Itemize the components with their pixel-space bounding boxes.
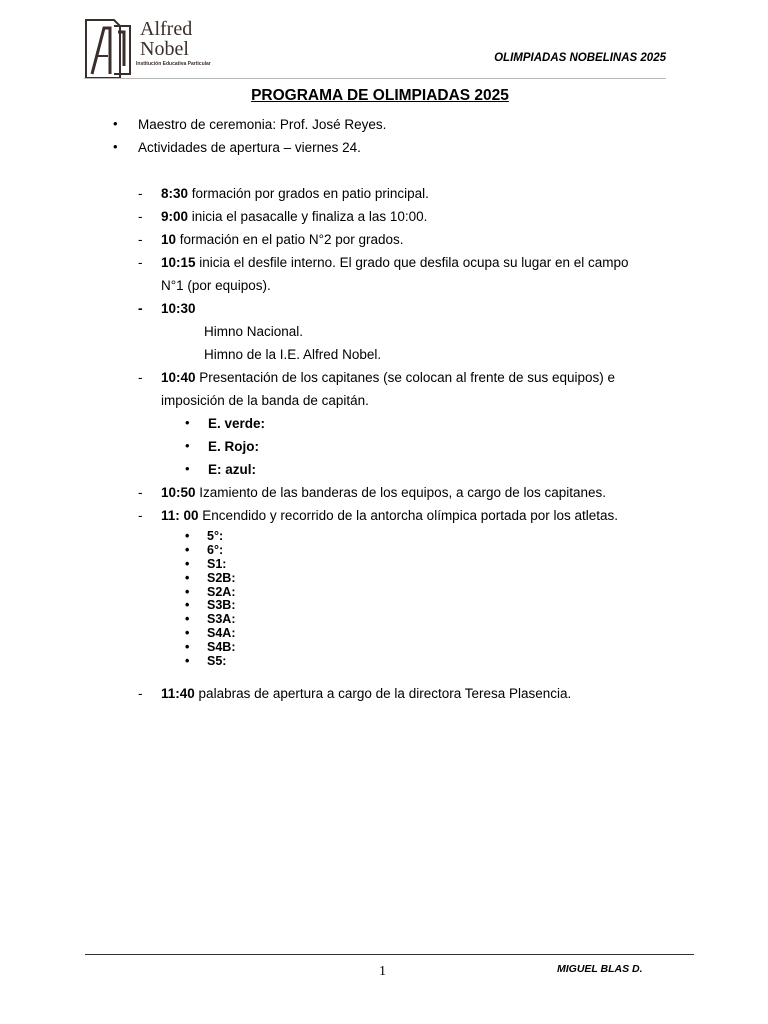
bullet-icon: • [185,438,190,453]
dash-icon: - [138,209,143,224]
schedule-item-1000 [161,231,404,249]
opening-activities: Actividades de apertura – viernes 24. [138,140,361,155]
desc: Encendido y recorrido de la antorcha olímpica portada por los atletas. [198,508,619,523]
dash-icon: - [138,232,143,247]
schedule-item-1100 [161,507,618,525]
school-emblem-icon [84,18,136,80]
school-logo [84,18,214,80]
bullet-icon: • [185,570,190,585]
footer-divider [85,954,694,955]
time: 9:00 [161,209,189,224]
time: 11: 00 [161,508,199,523]
national-anthem: Himno Nacional. [204,324,304,339]
dash-icon: - [138,301,143,316]
page-title: PROGRAMA DE OLIMPIADAS 2025 [251,87,509,104]
dash-icon: - [138,255,143,270]
bullet-icon: • [113,139,118,154]
schedule-item-0830 [161,185,429,203]
dash-icon: - [138,485,143,500]
logo-line-2: Nobel [140,38,189,60]
schedule-item-1050 [161,484,606,502]
bullet-icon: • [185,626,190,641]
school-anthem: Himno de la I.E. Alfred Nobel. [204,347,382,362]
desc: formación en el patio N°2 por grados. [176,232,404,247]
bullet-icon: • [185,654,190,669]
time: 10:15 [161,255,196,270]
bullet-icon: • [185,584,190,599]
time: 8:30 [161,186,189,201]
bullet-icon: • [185,612,190,627]
schedule-item-0900 [161,208,427,226]
schedule-item-1015 [161,254,629,272]
time: 10:50 [161,485,196,500]
bullet-icon: • [185,598,190,613]
desc: palabras de apertura a cargo de la directora Teresa Plasencia. [194,686,572,701]
bullet-icon: • [113,116,118,131]
bullet-icon: • [185,640,190,655]
desc: inicia el desfile interno. El grado que desfila ocupa su lugar en el campo [195,255,629,270]
desc: Presentación de los capitanes (se colocan al frente de sus equipos) e [195,370,616,385]
dash-icon: - [138,186,143,201]
bullet-icon: • [185,556,190,571]
desc: Izamiento de las banderas de los equipos, a cargo de los capitanes. [195,485,607,500]
logo-subtitle: Institución Educativa Particular [136,61,211,67]
time: 10 [161,232,177,247]
schedule-item-1140 [161,685,571,703]
bullet-icon: • [185,461,190,476]
schedule-item-1030 [161,300,196,318]
team-blue: E: azul: [208,462,257,477]
footer-author: MIGUEL BLAS D. [557,963,643,975]
desc: formación por grados en patio principal. [188,186,429,201]
dash-icon: - [138,686,143,701]
schedule-item-1040 [161,369,615,387]
time: 11:40 [161,686,195,701]
page-number: 1 [379,964,386,979]
header-divider [84,78,666,79]
desc: inicia el pasacalle y finaliza a las 10:00. [188,209,428,224]
bullet-icon: • [185,542,190,557]
dash-icon: - [138,370,143,385]
time: 10:40 [161,370,196,385]
logo-line-1: Alfred [140,18,193,40]
schedule-item-1015-cont: N°1 (por equipos). [161,278,271,293]
team-green: E. verde: [208,416,266,431]
team-red: E. Rojo: [208,439,259,454]
ceremony-master: Maestro de ceremonia: Prof. José Reyes. [138,117,387,132]
time: 10:30 [161,301,196,316]
header-title: OLIMPIADAS NOBELINAS 2025 [494,52,666,64]
bullet-icon: • [185,415,190,430]
dash-icon: - [138,508,143,523]
schedule-item-1040-cont: imposición de la banda de capitán. [161,393,369,408]
bullet-icon: • [185,529,190,543]
